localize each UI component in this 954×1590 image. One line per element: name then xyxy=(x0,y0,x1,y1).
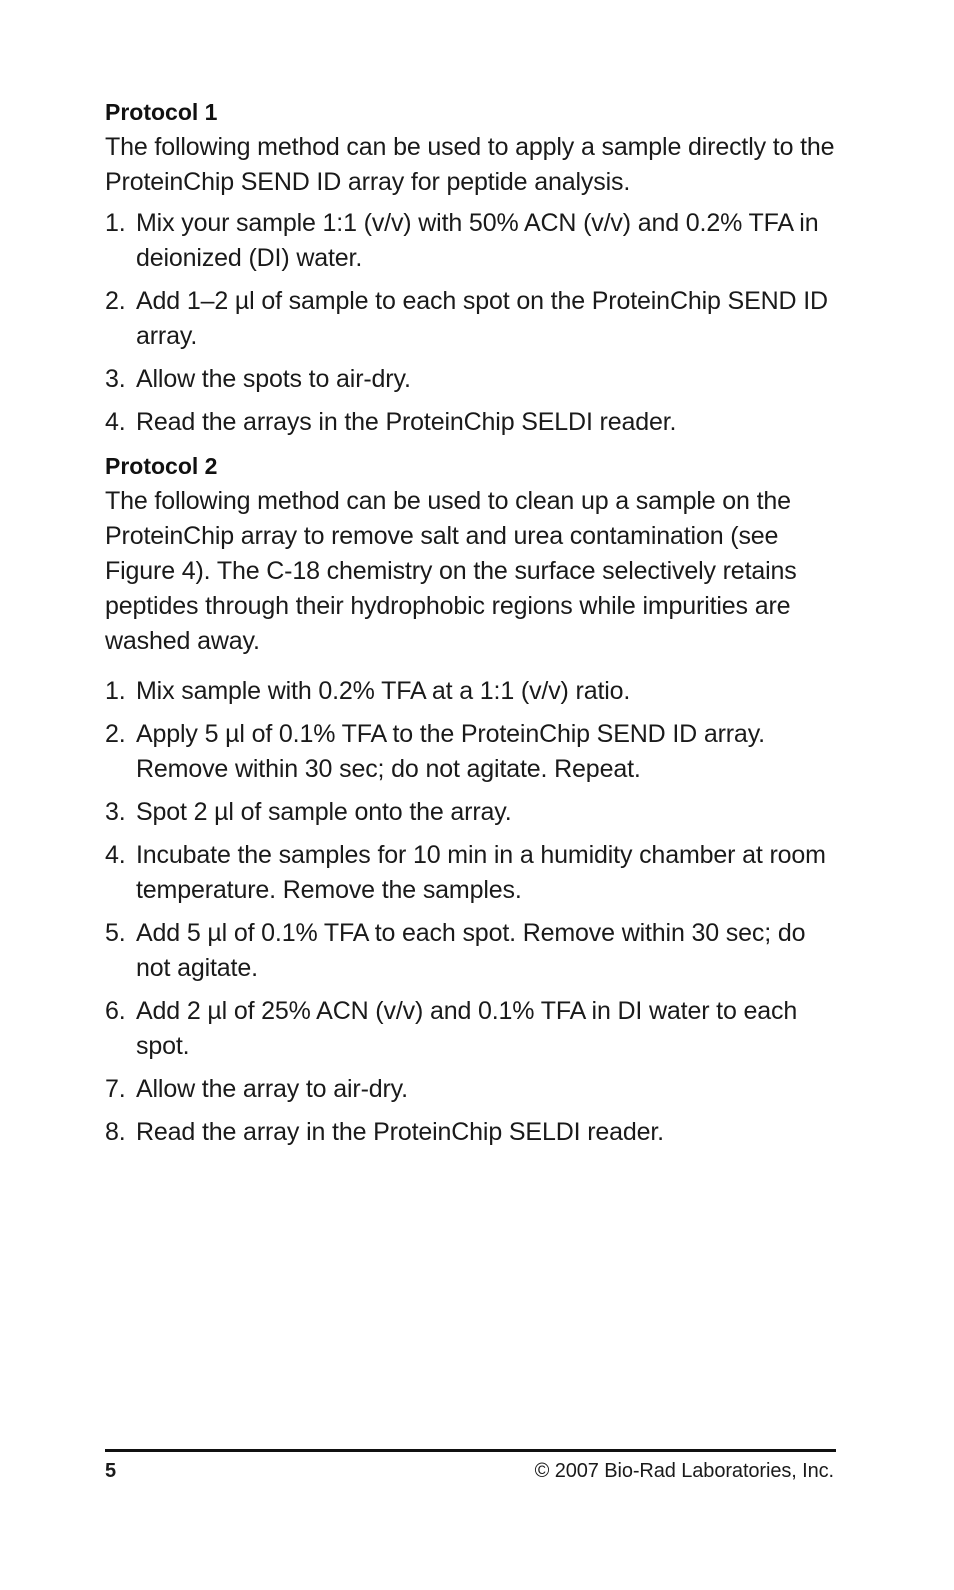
step-text: Allow the spots to air-dry. xyxy=(136,365,411,393)
protocol-2-intro: The following method can be used to clean up a sample on the ProteinChip array to remove salt and urea contamination (see Figure 4). The C-18 chemistry on the surface selectively retains peptides through their hydrophobic regions while impurities are washed away. xyxy=(105,487,797,655)
step-number: 6. xyxy=(105,997,126,1025)
protocol-1-steps xyxy=(105,206,845,440)
step-number: 2. xyxy=(105,287,126,315)
step-text: Mix sample with 0.2% TFA at a 1:1 (v/v) ratio. xyxy=(136,677,631,705)
step-text: Add 1–2 µl of sample to each spot on the ProteinChip SEND ID array. xyxy=(136,287,828,350)
step-text: Spot 2 µl of sample onto the array. xyxy=(136,798,512,826)
list-item xyxy=(105,1115,845,1150)
protocol-1-section xyxy=(105,94,845,440)
step-number: 3. xyxy=(105,365,126,393)
list-item xyxy=(105,838,845,908)
step-number: 4. xyxy=(105,408,126,436)
list-item xyxy=(105,362,845,397)
list-item xyxy=(105,674,845,709)
protocol-2-steps xyxy=(105,674,845,1150)
protocol-1-intro: The following method can be used to apply a sample directly to the ProteinChip SEND ID array for peptide analysis. xyxy=(105,133,835,196)
list-item xyxy=(105,206,845,276)
step-text: Apply 5 µl of 0.1% TFA to the ProteinChip SEND ID array. Remove within 30 sec; do not agitate. Repeat. xyxy=(136,720,765,783)
protocol-1-heading: Protocol 1 xyxy=(105,99,218,125)
list-item xyxy=(105,284,845,354)
protocol-2-heading: Protocol 2 xyxy=(105,453,218,479)
step-number: 1. xyxy=(105,677,126,705)
step-number: 4. xyxy=(105,841,126,869)
step-text: Incubate the samples for 10 min in a humidity chamber at room temperature. Remove the samples. xyxy=(136,841,826,904)
copyright-notice: © 2007 Bio-Rad Laboratories, Inc. xyxy=(534,1460,834,1482)
step-number: 3. xyxy=(105,798,126,826)
page-number: 5 xyxy=(105,1460,117,1482)
step-number: 5. xyxy=(105,919,126,947)
step-number: 2. xyxy=(105,720,126,748)
step-text: Mix your sample 1:1 (v/v) with 50% ACN (v/v) and 0.2% TFA in deionized (DI) water. xyxy=(136,209,819,272)
list-item xyxy=(105,994,845,1064)
step-number: 8. xyxy=(105,1118,126,1146)
document-body xyxy=(105,94,845,1158)
step-text: Read the array in the ProteinChip SELDI reader. xyxy=(136,1118,664,1146)
list-item xyxy=(105,916,845,986)
step-text: Allow the array to air-dry. xyxy=(136,1075,408,1103)
step-text: Add 5 µl of 0.1% TFA to each spot. Remove within 30 sec; do not agitate. xyxy=(136,919,806,982)
step-number: 1. xyxy=(105,209,126,237)
step-text: Read the arrays in the ProteinChip SELDI reader. xyxy=(136,408,677,436)
step-number: 7. xyxy=(105,1075,126,1103)
list-item xyxy=(105,1072,845,1107)
list-item xyxy=(105,795,845,830)
list-item xyxy=(105,405,845,440)
list-item xyxy=(105,717,845,787)
protocol-2-section xyxy=(105,448,845,1150)
footer-divider xyxy=(105,1449,836,1452)
step-text: Add 2 µl of 25% ACN (v/v) and 0.1% TFA in DI water to each spot. xyxy=(136,997,798,1060)
